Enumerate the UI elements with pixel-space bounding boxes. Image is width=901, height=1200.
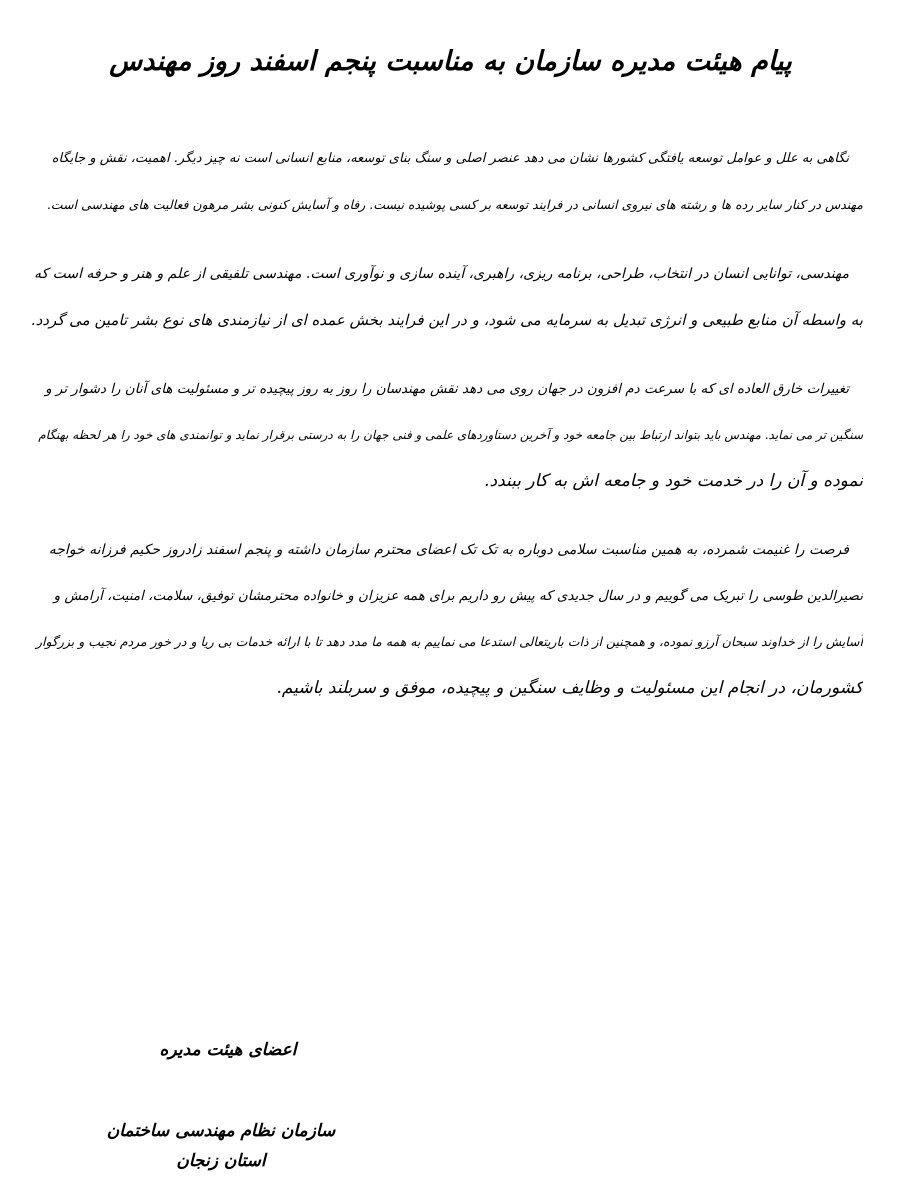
letter-title: پیام هیئت مدیره سازمان به مناسبت پنجم اسفند روز مهندس xyxy=(109,46,792,77)
paragraph-line: نموده و آن را در خدمت خود و جامعه اش به کار ببندد. xyxy=(484,471,863,491)
paragraph-line: کشورمان، در انجام این مسئولیت و وظایف سنگین و پیچیده، موفق و سربلند باشیم. xyxy=(276,678,863,698)
paragraph-line: نصیرالدین طوسی را تبریک می گوییم و در سال جدیدی که پیش رو داریم برای همه عزیزان و خانواده محترمشان توفیق، سلامت، امنیت، آرامش و xyxy=(53,588,863,604)
paragraph-line: مهندس در کنار سایر رده ها و رشته های نیروی انسانی در فرایند توسعه بر کسی پوشیده نیست. رفاه و آسایش کنونی بشر مرهون فعالیت های مهندسی است. xyxy=(46,197,863,212)
paragraph-3 xyxy=(31,366,863,504)
letter-body xyxy=(31,136,863,734)
paragraph-line: مهندسی، توانایی انسان در انتخاب، طراحی، برنامه ریزی، راهبری، آینده سازی و نوآوری است. مهندسی تلفیقی از علم و هنر و حرفه است که xyxy=(33,266,849,282)
signature-board-members: اعضای هیئت مدیره xyxy=(159,1040,297,1060)
paragraph-line: فرصت را غنیمت شمرده، به همین مناسبت سلامی دوباره به تک تک اعضای محترم سازمان داشته و پنجم اسفند زادروز حکیم فرزانه خواجه xyxy=(48,542,849,558)
paragraph-line: نگاهی به علل و عوامل توسعه یافتگی کشورها نشان می دهد عنصر اصلی و سنگ بنای توسعه، منابع انسانی است نه چیز دیگر. اهمیت، نقش و جایگاه xyxy=(51,151,849,166)
paragraph-line: تغییرات خارق العاده ای که با سرعت دم افزون در جهان روی می دهد نقش مهندسان را روز به روز پیچیده تر و مسئولیت های آنان را دشوار تر و xyxy=(45,381,849,397)
paragraph-line: آسایش را از خداوند سبحان آرزو نموده، و همچنین از ذات باریتعالی استدعا می نماییم به همه ما مدد دهد تا با ارائه خدمات بی ریا و در خور مردم نجیب و بزرگوار xyxy=(35,634,863,649)
signature-organization: سازمان نظام مهندسی ساختمان استان زنجان xyxy=(106,1121,336,1171)
paragraph-line: سنگین تر می نماید. مهندس باید بتواند ارتباط بین جامعه خود و آخرین دستاوردهای علمی و فنی جهان را به درستی برقرار نماید و توانمندی های خود را هر لحظه بهنگام xyxy=(38,428,863,442)
paragraph-4 xyxy=(31,527,863,711)
paragraph-line: به واسطه آن منابع طبیعی و انرژی تبدیل به سرمایه می شود، و در این فرایند بخش عمده ای از نیازمندی های نوع بشر تامین می گردد. xyxy=(31,311,863,329)
paragraph-1 xyxy=(31,136,863,228)
paragraph-2 xyxy=(31,251,863,343)
